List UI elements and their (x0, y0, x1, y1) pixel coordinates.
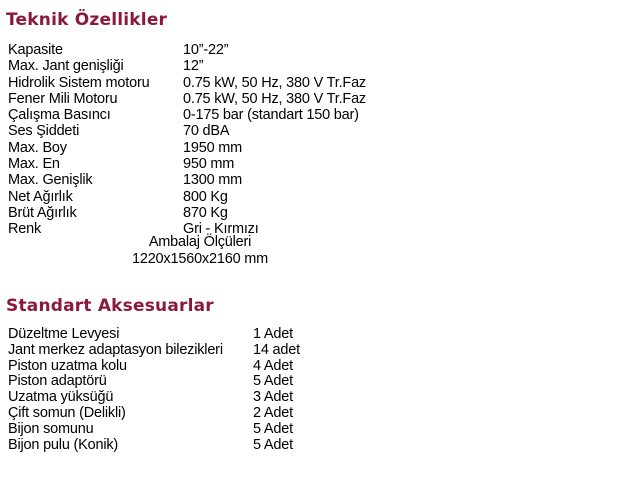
accessory-qty: 2 Adet (253, 404, 293, 421)
accessory-qty: 5 Adet (253, 436, 293, 453)
specs-table (8, 42, 366, 238)
spec-label: Max. En (8, 156, 60, 173)
accessory-row (8, 390, 300, 406)
spec-label: Brüt Ağırlık (8, 204, 77, 221)
packaging-value: 1220x1560x2160 mm (131, 250, 269, 267)
packaging-block (100, 234, 300, 267)
accessory-qty: 3 Adet (253, 389, 293, 406)
spec-row (8, 91, 366, 107)
spec-value: 870 Kg (183, 204, 228, 221)
packaging-label: Ambalaj Ölçüleri (148, 234, 252, 250)
accessory-row (8, 374, 300, 390)
spec-value: 70 dBA (183, 123, 230, 140)
accessory-qty: 5 Adet (253, 420, 293, 437)
spec-label: Max. Boy (8, 139, 67, 156)
spec-label: Ses Şiddeti (8, 123, 80, 140)
accessory-name: Bijon somunu (8, 420, 94, 437)
accessory-qty: 4 Adet (253, 357, 293, 374)
spec-value: 0.75 kW, 50 Hz, 380 V Tr.Faz (183, 90, 366, 107)
spec-row (8, 123, 366, 139)
spec-value: 1950 mm (183, 139, 243, 156)
spec-value: 10”-22” (183, 42, 229, 58)
accessory-row (8, 359, 300, 375)
accessories-heading: Standart Aksesuarlar (6, 296, 214, 316)
accessory-name: Piston uzatma kolu (8, 357, 127, 374)
spec-label: Fener Mili Motoru (8, 90, 118, 107)
spec-value: 1300 mm (183, 172, 243, 189)
spec-row (8, 205, 366, 221)
spec-row (8, 172, 366, 188)
spec-label: Kapasite (8, 42, 63, 58)
accessories-table (8, 327, 300, 453)
accessory-name: Piston adaptörü (8, 373, 107, 390)
accessory-row (8, 438, 300, 454)
spec-value: 800 Kg (183, 188, 228, 205)
spec-label: Net Ağırlık (8, 188, 73, 205)
accessory-name: Jant merkez adaptasyon bilezikleri (8, 341, 223, 358)
spec-row (8, 140, 366, 156)
spec-row (8, 42, 366, 58)
spec-value: 12” (183, 58, 204, 75)
accessory-row (8, 343, 300, 359)
spec-row (8, 58, 366, 74)
spec-label: Renk (8, 221, 42, 238)
spec-row (8, 107, 366, 123)
spec-value: 950 mm (183, 156, 235, 173)
specs-heading: Teknik Özellikler (6, 10, 168, 30)
accessory-qty: 14 adet (253, 341, 300, 358)
spec-label: Max. Genişlik (8, 172, 93, 189)
accessory-name: Uzatma yüksüğü (8, 389, 114, 406)
spec-value: Gri - Kırmızı (183, 221, 259, 238)
accessory-qty: 5 Adet (253, 373, 293, 390)
spec-value: 0.75 kW, 50 Hz, 380 V Tr.Faz (183, 74, 366, 91)
spec-label: Max. Jant genişliği (8, 58, 124, 75)
accessory-qty: 1 Adet (253, 326, 293, 342)
accessory-row (8, 406, 300, 422)
spec-row (8, 189, 366, 205)
accessory-name: Düzeltme Levyesi (8, 326, 120, 342)
accessory-row (8, 422, 300, 438)
spec-row (8, 75, 366, 91)
accessory-row (8, 327, 300, 343)
spec-label: Çalışma Basıncı (8, 107, 111, 124)
accessory-name: Bijon pulu (Konik) (8, 436, 119, 453)
spec-value: 0-175 bar (standart 150 bar) (183, 107, 359, 124)
spec-label: Hidrolik Sistem motoru (8, 74, 150, 91)
spec-row (8, 156, 366, 172)
accessory-name: Çift somun (Delikli) (8, 404, 126, 421)
